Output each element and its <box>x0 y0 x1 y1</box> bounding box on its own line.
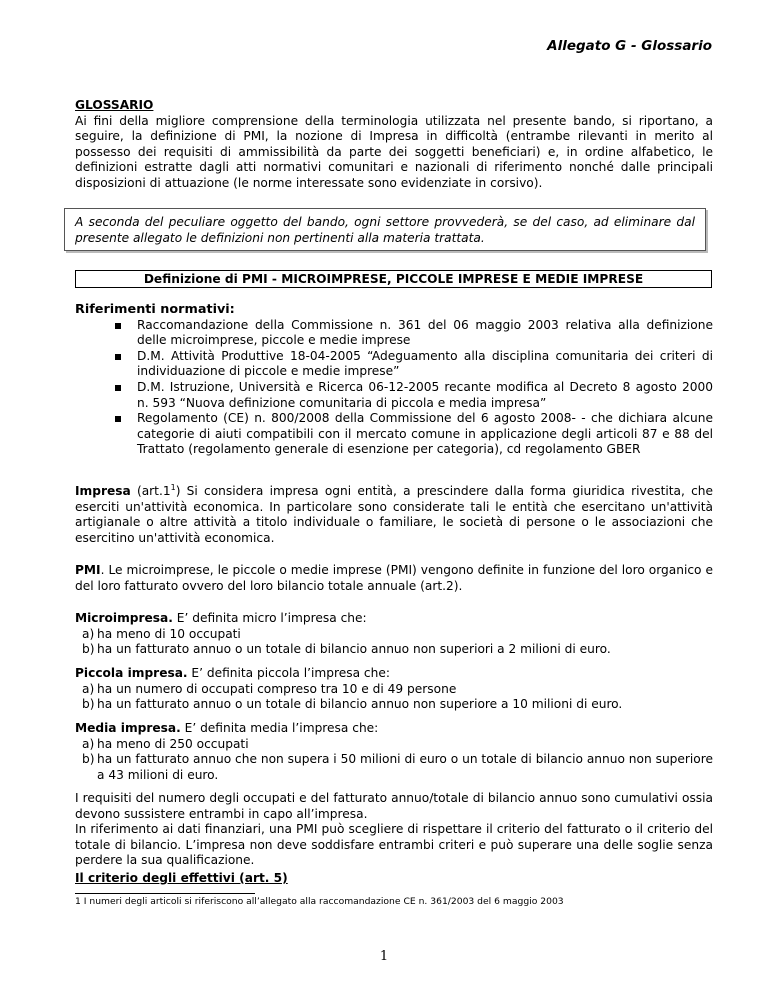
page-header-title: Allegato G - Glossario <box>547 38 712 54</box>
microimpresa-text: E’ definita micro l’impresa che: <box>172 611 367 625</box>
media-impresa-text: E’ definita media l’impresa che: <box>180 721 379 735</box>
item-marker: b) <box>82 642 95 657</box>
impresa-term: Impresa <box>75 484 131 498</box>
item-marker: a) <box>82 626 95 641</box>
footnote-ref: 1 <box>170 482 176 492</box>
square-bullet-icon <box>115 354 121 360</box>
footnote-separator <box>75 893 255 894</box>
list-item <box>75 349 713 380</box>
glossario-section <box>75 98 713 192</box>
media-impresa-block <box>75 721 713 783</box>
microimpresa-list <box>75 627 713 658</box>
piccola-impresa-term: Piccola impresa. <box>75 666 188 680</box>
item-text: ha un fatturato annuo che non supera i 50 milioni di euro o un totale di bilancio annuo non superiore a 43 milioni di euro. <box>97 752 713 782</box>
pmi-text: . Le microimprese, le piccole o medie imprese (PMI) vengono definite in funzione del loro organico e del loro fatturato ovvero del loro bilancio totale annuale (art.2). <box>75 563 713 593</box>
impresa-ref: (art.1 <box>130 484 171 498</box>
pmi-section-title: Definizione di PMI - MICROIMPRESE, PICCOLE IMPRESE E MEDIE IMPRESE <box>75 270 712 288</box>
impresa-ref-close: ) <box>175 484 181 498</box>
list-item <box>75 642 713 658</box>
riferimenti-title: Riferimenti normativi: <box>75 302 235 317</box>
microimpresa-block <box>75 611 713 658</box>
note-box: A seconda del peculiare oggetto del bando, ogni settore provvederà, se del caso, ad eliminare dal presente allegato le definizioni non pertinenti alla materia trattata. <box>64 208 706 251</box>
item-marker: b) <box>82 697 95 712</box>
page-number: 1 <box>379 949 389 964</box>
piccola-impresa-list <box>75 682 713 713</box>
piccola-impresa-text: E’ definita piccola l’impresa che: <box>187 666 390 680</box>
item-text: ha meno di 250 occupati <box>97 736 249 751</box>
item-text: ha un fatturato annuo o un totale di bilancio annuo non superiore a 10 milioni di euro. <box>97 697 623 712</box>
list-item <box>75 697 713 713</box>
media-impresa-term: Media impresa. <box>75 721 181 735</box>
requisiti-paragraph-2: In riferimento ai dati finanziari, una PMI può scegliere di rispettare il criterio del fatturato o il criterio del totale di bilancio. L’impresa non deve soddisfare entrambi criteri e può superare una delle soglie senza perdere la sua qualificazione. <box>75 822 713 868</box>
riferimenti-list <box>75 318 713 458</box>
impresa-paragraph <box>75 484 713 546</box>
list-item <box>75 682 713 698</box>
item-marker: a) <box>82 681 95 696</box>
riferimento-text: D.M. Istruzione, Università e Ricerca 06-12-2005 recante modifica al Decreto 8 agosto 2000 n. 593 “Nuova definizione comunitaria di piccola e media impresa” <box>137 379 713 410</box>
piccola-impresa-block <box>75 666 713 713</box>
list-item <box>75 737 713 753</box>
pmi-term: PMI <box>75 563 101 577</box>
square-bullet-icon <box>115 385 121 391</box>
item-marker: a) <box>82 736 95 751</box>
riferimento-text: D.M. Attività Produttive 18-04-2005 “Adeguamento alla disciplina comunitaria dei criteri di individuazione di piccole e medie imprese” <box>137 348 713 379</box>
item-text: ha meno di 10 occupati <box>97 626 241 641</box>
list-item <box>75 627 713 643</box>
item-marker: b) <box>82 752 95 767</box>
microimpresa-term: Microimpresa. <box>75 611 173 625</box>
media-impresa-list <box>75 737 713 784</box>
impresa-text: Si considera impresa ogni entità, a prescindere dalla forma giuridica rivestita, che eserciti un'attività economica. In particolare sono considerate tali le entità che esercitano un'attività artigianale o altre attività a titolo individuale o familiare, le società di persone o le associazioni che esercitino un'attività economica. <box>75 484 714 545</box>
square-bullet-icon <box>115 323 121 329</box>
requisiti-block <box>75 791 713 869</box>
list-item <box>75 380 713 411</box>
list-item <box>75 752 713 783</box>
criterio-title: Il criterio degli effettivi (art. 5) <box>75 871 288 885</box>
item-text: ha un fatturato annuo o un totale di bilancio annuo non superiori a 2 milioni di euro. <box>97 642 611 657</box>
criterio-heading <box>75 871 713 887</box>
item-text: ha un numero di occupati compreso tra 10 e di 49 persone <box>97 681 457 696</box>
list-item <box>75 411 713 458</box>
riferimenti-block <box>75 302 713 458</box>
glossario-intro: Ai fini della migliore comprensione della terminologia utilizzata nel presente bando, si riportano, a seguire, la definizione di PMI, la nozione di Impresa in difficoltà (entrambe rilevanti in merito al possesso dei requisiti di ammissibilità da parte dei soggetti beneficiari) e, in ordine alfabetico, le definizioni estratte dagli atti normativi comunitari e nazionali di riferimento nonché dalle principali disposizioni di attuazione (le norme interessate sono evidenziate in corsivo). <box>75 113 713 190</box>
square-bullet-icon <box>115 416 121 422</box>
riferimento-text: Raccomandazione della Commissione n. 361 del 06 maggio 2003 relativa alla definizione delle microimprese, piccole e medie imprese <box>137 317 713 348</box>
list-item <box>75 318 713 349</box>
riferimento-text: Regolamento (CE) n. 800/2008 della Commissione del 6 agosto 2008- - che dichiara alcune categorie di aiuti compatibili con il mercato comune in applicazione degli articoli 87 e 88 del Trattato (regolamento generale di esenzione per categoria), cd regolamento GBER <box>137 411 713 457</box>
footnote: 1 I numeri degli articoli si riferiscono all’allegato alla raccomandazione CE n. 361/2003 del 6 maggio 2003 <box>75 896 564 907</box>
pmi-paragraph <box>75 563 713 594</box>
requisiti-paragraph-1: I requisiti del numero degli occupati e del fatturato annuo/totale di bilancio annuo sono cumulativi ossia devono sussistere entrambi in capo all’impresa. <box>75 791 713 821</box>
glossario-title: GLOSSARIO <box>75 98 154 112</box>
